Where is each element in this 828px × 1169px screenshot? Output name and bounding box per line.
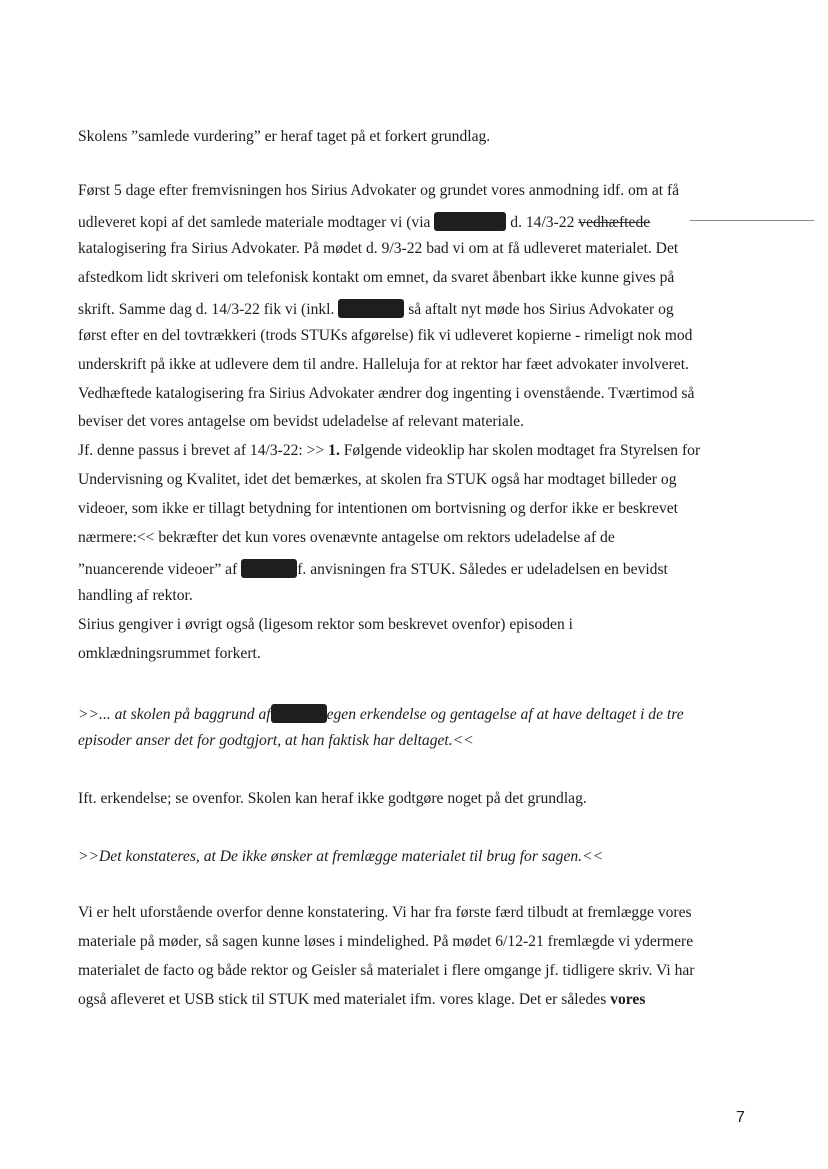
paragraph-line: først efter en del tovtrækkeri (trods STUKs afgørelse) fik vi udleveret kopierne - rimeligt nok mod [78, 327, 693, 344]
paragraph-line: beviser det vores antagelse om bevidst udeladelse af relevant materiale. [78, 413, 524, 430]
paragraph-line: Vi er helt uforstående overfor denne konstatering. Vi har fra første færd tilbudt at fremlægge vores [78, 904, 692, 921]
quote-line [78, 704, 684, 723]
paragraph-line: Først 5 dage efter fremvisningen hos Sirius Advokater og grundet vores anmodning idf. om at få [78, 182, 680, 199]
scan-artifact-line [690, 220, 814, 221]
text-segment: f. anvisningen fra STUK. Således er udeladelsen en bevidst [297, 561, 668, 578]
paragraph-line: afstedkom lidt skriveri om telefonisk kontakt om emnet, da svaret åbenbart ikke kunne gives på [78, 269, 675, 286]
text-segment: >>... at skolen på baggrund af [78, 706, 271, 723]
text-segment: Følgende videoklip har skolen modtaget fra Styrelsen for [339, 442, 701, 459]
paragraph-line [78, 299, 674, 318]
text-segment: d. 14/3-22 [510, 214, 575, 231]
paragraph-line [78, 212, 650, 231]
paragraph-line: Undervisning og Kvalitet, idet det bemærkes, at skolen fra STUK også har modtaget billeder og [78, 471, 677, 488]
text-segment: egen erkendelse og gentagelse af at have deltaget i de tre [326, 706, 684, 723]
paragraph-line [78, 992, 645, 1008]
struck-text: vedhæftede [578, 214, 651, 231]
quote-line: >>Det konstateres, at De ikke ønsker at fremlægge materialet til brug for sagen.<< [78, 848, 604, 865]
paragraph-line: materialet de facto og både rektor og Geisler så materialet i flere omgange jf. tidligere skriv. Vi har [78, 962, 695, 979]
redaction-block [338, 299, 404, 318]
paragraph-line: handling af rektor. [78, 587, 193, 604]
text-segment: skrift. Samme dag d. 14/3-22 fik vi (inkl. [78, 301, 335, 318]
paragraph-line: katalogisering fra Sirius Advokater. På mødet d. 9/3-22 bad vi om at få udleveret materialet. Det [78, 240, 679, 257]
text-segment: Jf. denne passus i brevet af 14/3-22: >> [78, 442, 329, 459]
paragraph-line: nærmere:<< bekræfter det kun vores ovenævnte antagelse om rektors udeladelse af de [78, 529, 615, 546]
paragraph-line: underskrift på ikke at udlevere dem til andre. Halleluja for at rektor har fæet advokater involveret. [78, 356, 689, 373]
text-segment: så aftalt nyt møde hos Sirius Advokater og [408, 301, 674, 318]
quote-line: episoder anser det for godtgjort, at han faktisk har deltaget.<< [78, 732, 474, 749]
redaction-block [271, 704, 327, 723]
text-segment: udleveret kopi af det samlede materiale modtager vi (via [78, 214, 431, 231]
paragraph-line: Ift. erkendelse; se ovenfor. Skolen kan heraf ikke godtgøre noget på det grundlag. [78, 790, 587, 807]
paragraph-line [78, 443, 700, 459]
paragraph-line: Sirius gengiver i øvrigt også (ligesom rektor som beskrevet ovenfor) episoden i [78, 616, 573, 633]
paragraph-line: videoer, som ikke er tillagt betydning for intentionen om bortvisning og derfor ikke er beskrevet [78, 500, 679, 517]
paragraph-line: omklædningsrummet forkert. [78, 645, 261, 662]
bold-text: vores [610, 991, 646, 1008]
text-segment: også afleveret et USB stick til STUK med materialet ifm. vores klage. Det er således [78, 991, 611, 1008]
paragraph-line: Vedhæftede katalogisering fra Sirius Advokater ændrer dog ingenting i ovenstående. Tværtimod så [78, 385, 695, 402]
paragraph-line: materiale på møder, så sagen kunne løses i mindelighed. På mødet 6/12-21 fremlægde vi ydermere [78, 933, 694, 950]
redaction-block [241, 559, 297, 578]
paragraph-line [78, 559, 668, 578]
bold-text: 1. [328, 442, 340, 459]
page-number: 7 [736, 1109, 745, 1126]
paragraph-line: Skolens ”samlede vurdering” er heraf taget på et forkert grundlag. [78, 128, 491, 145]
redaction-block [434, 212, 506, 231]
text-segment: ”nuancerende videoer” af [78, 561, 238, 578]
